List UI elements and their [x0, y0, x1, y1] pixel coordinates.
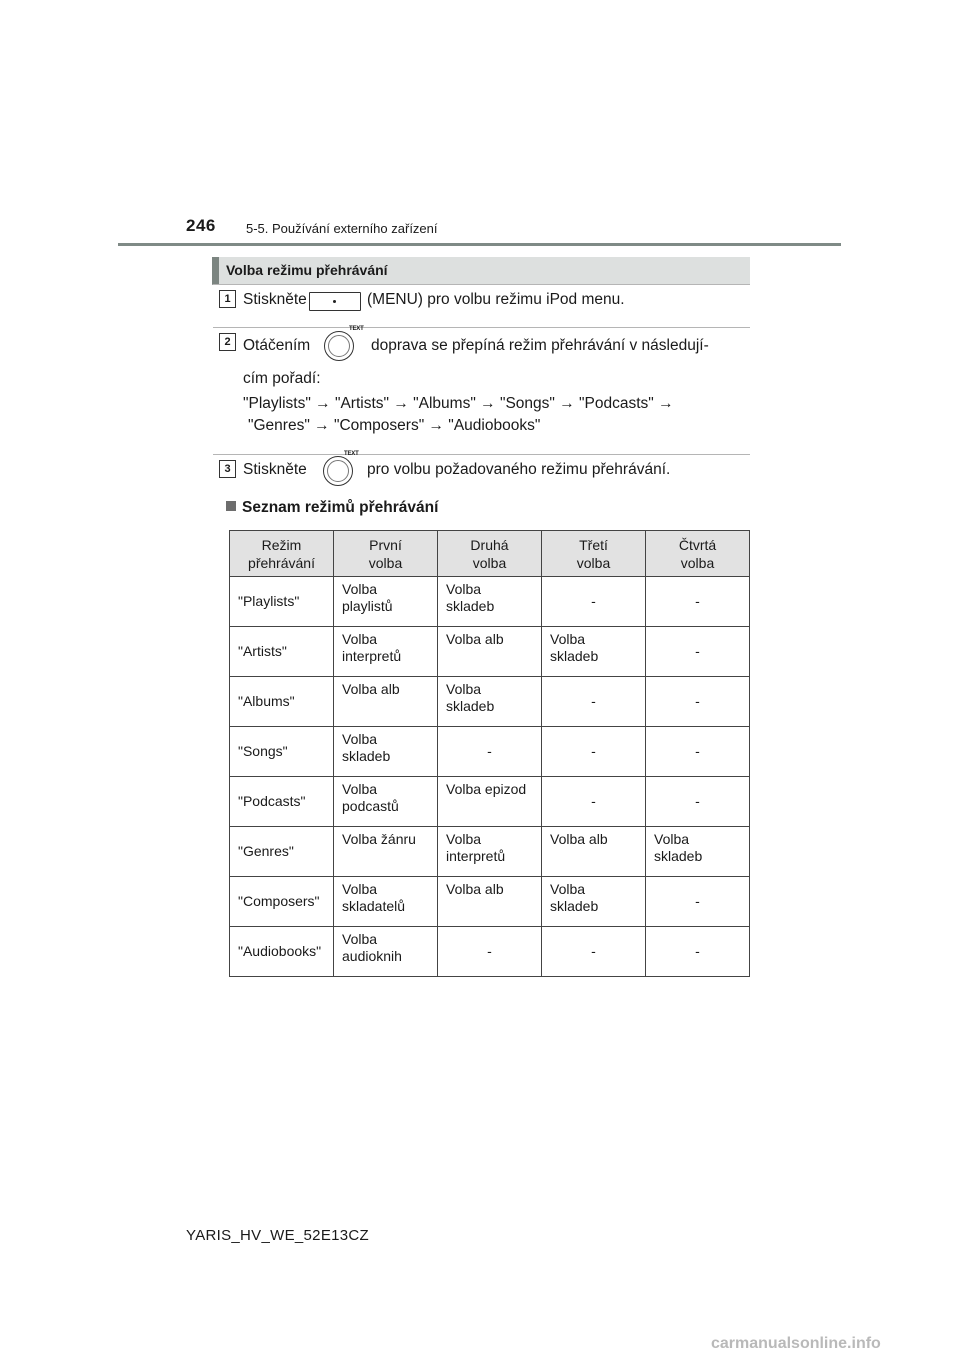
mode-cell: "Podcasts"	[230, 777, 334, 827]
step-2-text-before: Otáčením	[243, 337, 311, 354]
selection-cell: -	[646, 777, 750, 827]
selection-cell: Volba interpretů	[334, 627, 438, 677]
header-mode: Režim přehrávání	[230, 531, 334, 577]
selection-cell: -	[438, 927, 542, 977]
menu-button-icon	[309, 292, 361, 311]
table-body	[230, 577, 750, 977]
document-code: YARIS_HV_WE_52E13CZ	[186, 1227, 369, 1244]
mode-cell: "Playlists"	[230, 577, 334, 627]
step-1-divider	[213, 284, 750, 285]
header-first: První volba	[334, 531, 438, 577]
tune-knob-icon	[324, 331, 354, 361]
selection-cell: Volba playlistů	[334, 577, 438, 627]
watermark: carmanualsonline.info	[711, 1335, 881, 1352]
selection-cell: Volba alb	[542, 827, 646, 877]
selection-cell: Volba skladeb	[438, 577, 542, 627]
tune-knob-icon	[323, 456, 353, 486]
selection-cell: -	[646, 577, 750, 627]
section-accent	[212, 257, 219, 284]
selection-cell: Volba alb	[438, 877, 542, 927]
step-2-sequence-line-1: "Playlists" → "Artists" → "Albums" → "Songs" → "Podcasts" →	[243, 395, 674, 412]
selection-cell: -	[542, 777, 646, 827]
selection-cell: Volba skladeb	[542, 627, 646, 677]
selection-cell: -	[646, 627, 750, 677]
header-second: Druhá volba	[438, 531, 542, 577]
header-third: Třetí volba	[542, 531, 646, 577]
table-row	[230, 677, 750, 727]
selection-cell: Volba skladeb	[438, 677, 542, 727]
table-row	[230, 927, 750, 977]
selection-cell: -	[438, 727, 542, 777]
table-header-row	[230, 531, 750, 577]
step-2-divider	[213, 327, 750, 328]
selection-cell: Volba audioknih	[334, 927, 438, 977]
mode-cell: "Genres"	[230, 827, 334, 877]
selection-cell: Volba skladeb	[542, 877, 646, 927]
table-row	[230, 627, 750, 677]
section-heading	[212, 257, 750, 285]
step-1-number: 1	[219, 290, 236, 308]
selection-cell: Volba skladatelů	[334, 877, 438, 927]
selection-cell: Volba alb	[438, 627, 542, 677]
step-1-text-after: (MENU) pro volbu režimu iPod menu.	[367, 291, 625, 308]
table-row	[230, 727, 750, 777]
header-divider	[118, 243, 841, 246]
selection-cell: -	[646, 677, 750, 727]
section-title: Volba režimu přehrávání	[226, 262, 388, 278]
chapter-title: 5-5. Používání externího zařízení	[246, 221, 438, 236]
selection-cell: -	[542, 577, 646, 627]
table-row	[230, 777, 750, 827]
page-number: 246	[186, 216, 216, 235]
mode-cell: "Albums"	[230, 677, 334, 727]
step-3-text-before: Stiskněte	[243, 461, 307, 478]
selection-cell: -	[646, 927, 750, 977]
subsection-heading	[226, 499, 438, 517]
step-3-divider	[213, 454, 750, 455]
step-1-text-before: Stiskněte	[243, 291, 307, 308]
table-row	[230, 577, 750, 627]
selection-cell: -	[646, 877, 750, 927]
step-2-number: 2	[219, 333, 236, 351]
knob-text-label: TEXT	[344, 451, 359, 457]
table-row	[230, 827, 750, 877]
selection-cell: Volba alb	[334, 677, 438, 727]
step-3-number: 3	[219, 460, 236, 478]
mode-cell: "Composers"	[230, 877, 334, 927]
square-bullet-icon	[226, 501, 236, 511]
selection-cell: Volba epizod	[438, 777, 542, 827]
selection-cell: -	[646, 727, 750, 777]
selection-cell: Volba skladeb	[334, 727, 438, 777]
selection-cell: -	[542, 727, 646, 777]
selection-cell: -	[542, 927, 646, 977]
playback-modes-table	[229, 530, 750, 977]
selection-cell: Volba skladeb	[646, 827, 750, 877]
step-2-continuation: cím pořadí:	[243, 370, 321, 387]
mode-cell: "Artists"	[230, 627, 334, 677]
table-row	[230, 877, 750, 927]
selection-cell: Volba podcastů	[334, 777, 438, 827]
step-2-sequence-line-2: "Genres" → "Composers" → "Audiobooks"	[248, 417, 541, 434]
selection-cell: Volba interpretů	[438, 827, 542, 877]
header-fourth: Čtvrtá volba	[646, 531, 750, 577]
mode-cell: "Songs"	[230, 727, 334, 777]
step-3-text-after: pro volbu požadovaného režimu přehrávání.	[367, 461, 671, 478]
knob-text-label: TEXT	[349, 326, 364, 332]
mode-cell: "Audiobooks"	[230, 927, 334, 977]
selection-cell: Volba žánru	[334, 827, 438, 877]
selection-cell: -	[542, 677, 646, 727]
step-2-text-after: doprava se přepíná režim přehrávání v následují-	[371, 337, 709, 354]
subsection-title: Seznam režimů přehrávání	[242, 499, 439, 516]
